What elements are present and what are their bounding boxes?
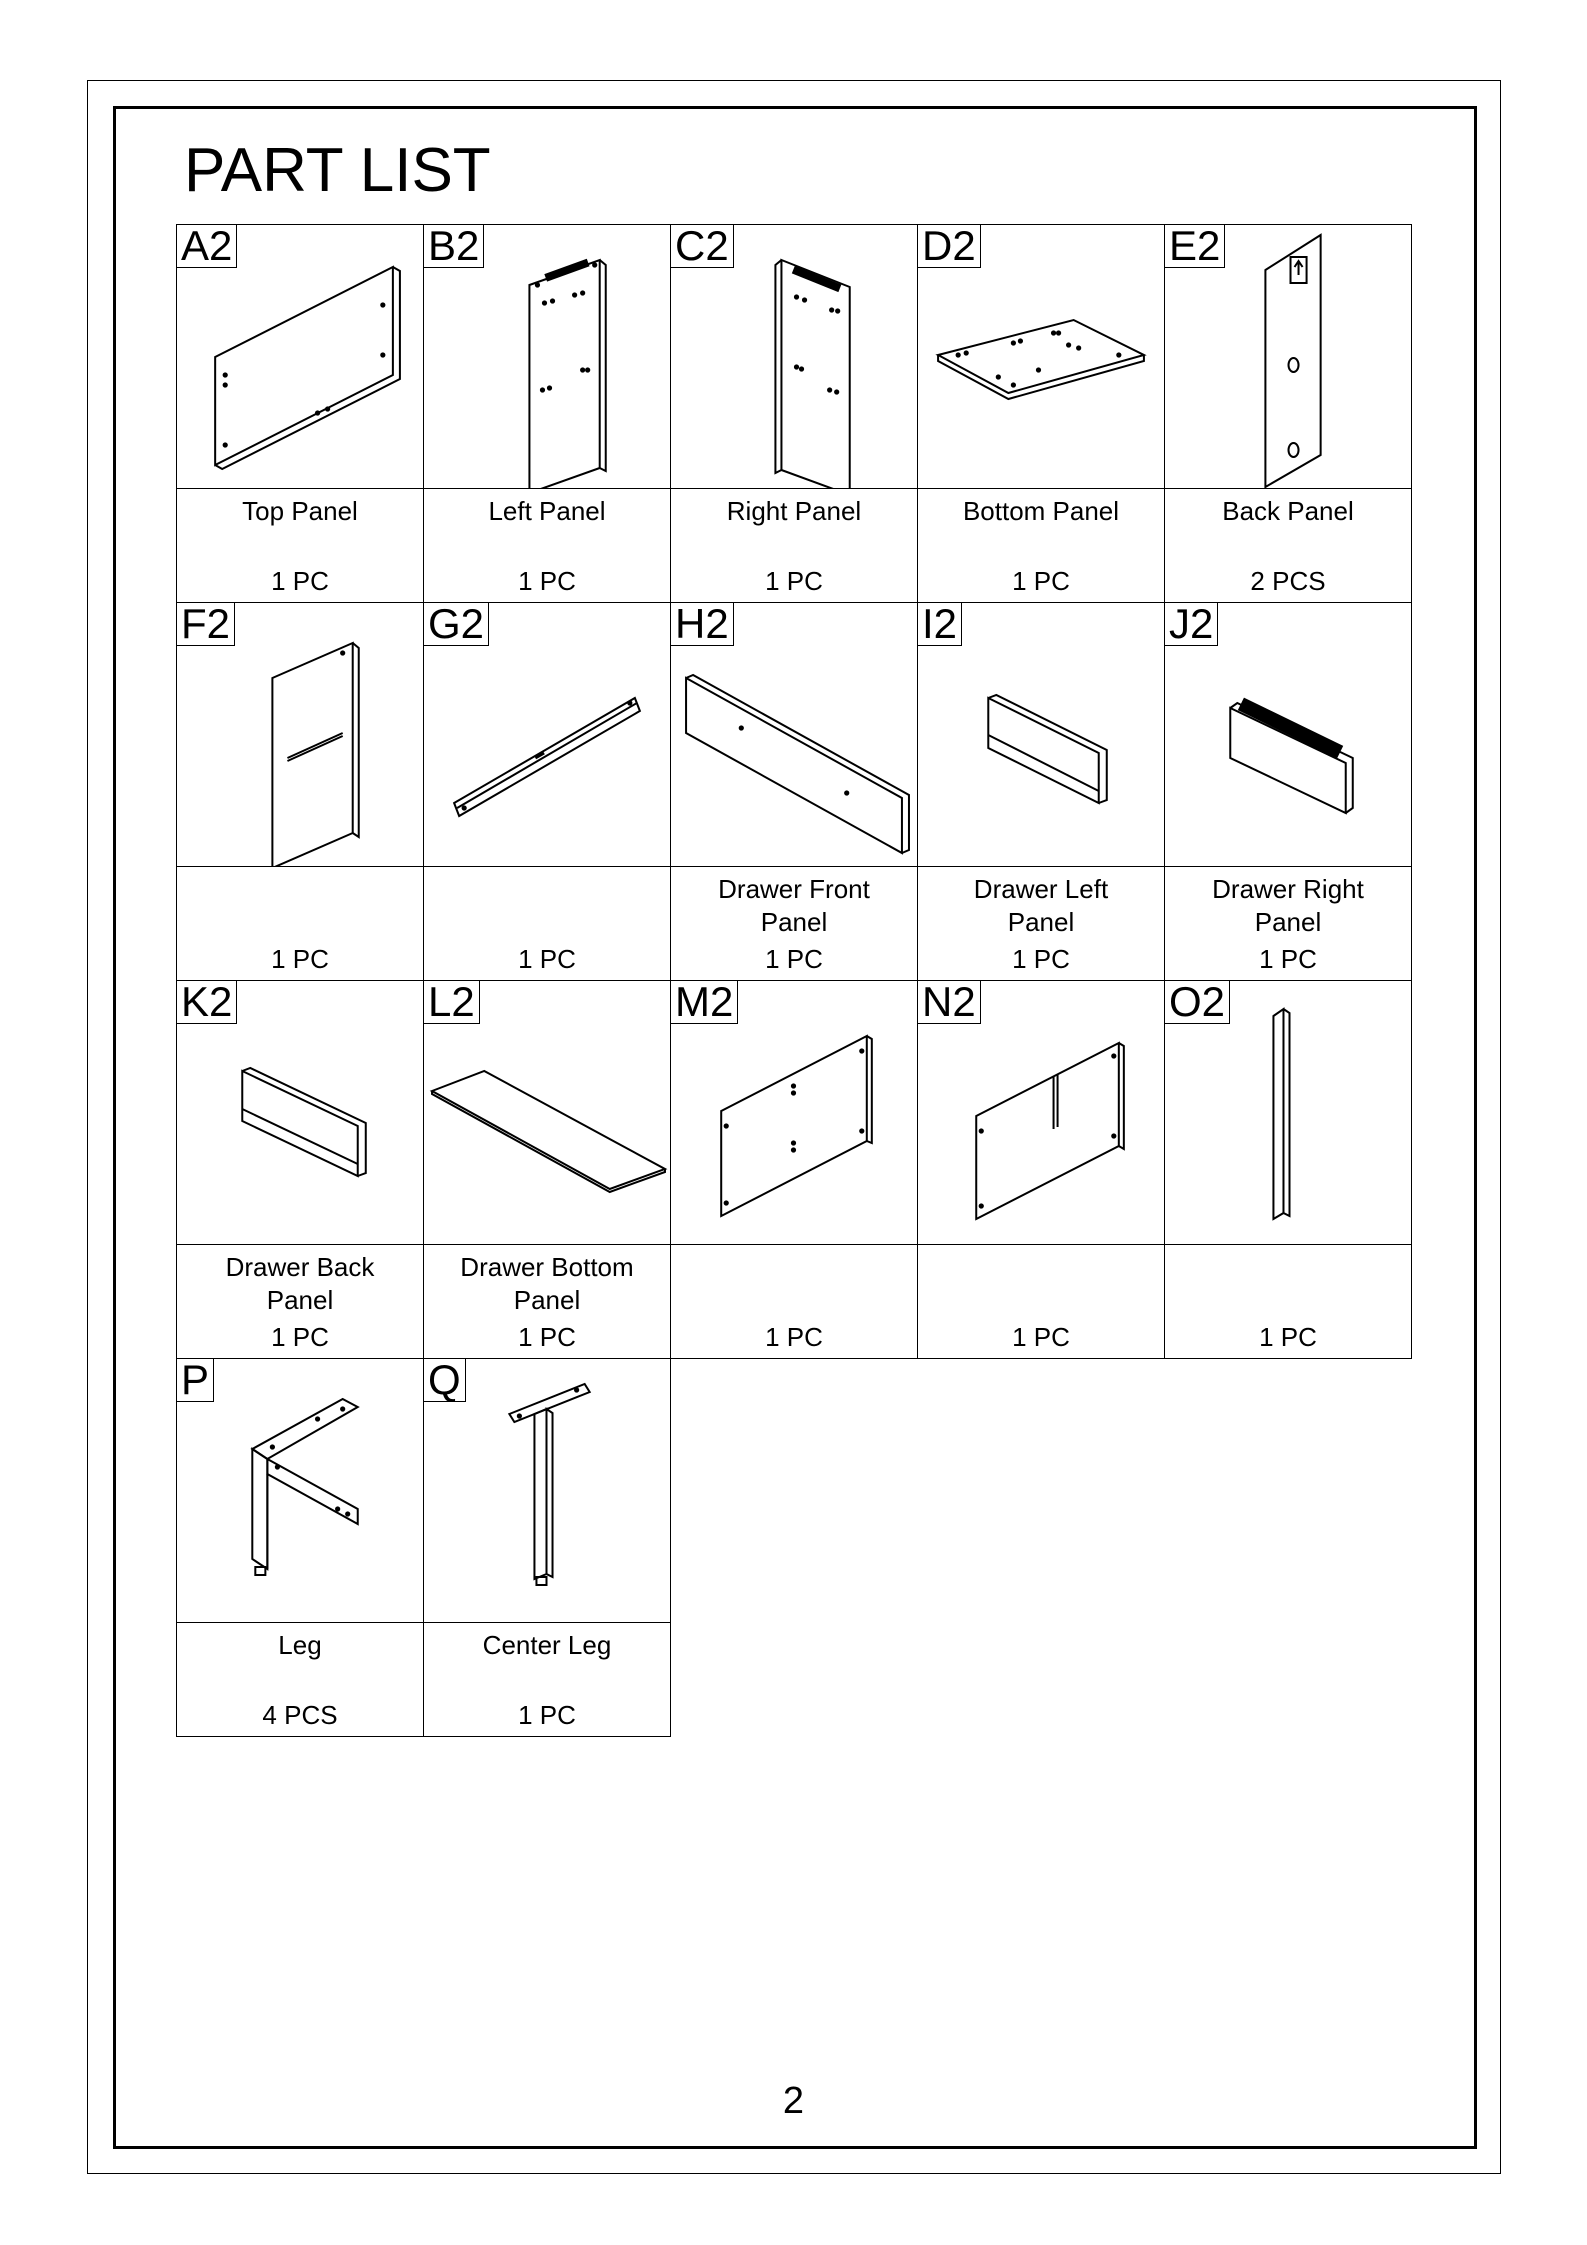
part-code: E2 <box>1165 225 1225 268</box>
part-name: Panel <box>266 1285 334 1315</box>
part-name: Drawer Right <box>1212 874 1364 904</box>
part-quantity: 4 PCS <box>262 1700 338 1730</box>
part-cell-i2 <box>917 602 1165 981</box>
part-code: B2 <box>424 225 484 268</box>
part-quantity: 1 PC <box>1012 1322 1070 1352</box>
page-number: 2 <box>782 2080 805 2122</box>
part-code: M2 <box>671 981 738 1024</box>
part-cell-j2 <box>1164 602 1412 981</box>
cell-divider <box>1165 866 1411 867</box>
part-quantity: 1 PC <box>271 1322 329 1352</box>
cell-divider <box>177 1244 423 1245</box>
part-name: Top Panel <box>242 496 358 526</box>
part-quantity: 1 PC <box>271 566 329 596</box>
part-code: F2 <box>177 603 235 646</box>
part-name: Drawer Back <box>225 1252 375 1282</box>
part-name: Drawer Front <box>718 874 870 904</box>
part-name: Panel <box>1254 907 1322 937</box>
part-cell-n2 <box>917 980 1165 1359</box>
cell-divider <box>918 488 1164 489</box>
part-name: Panel <box>513 1285 581 1315</box>
part-name: Panel <box>760 907 828 937</box>
cell-divider <box>671 1244 917 1245</box>
part-cell-c2 <box>670 224 918 603</box>
part-code: K2 <box>177 981 237 1024</box>
part-name: Left Panel <box>488 496 606 526</box>
cell-divider <box>918 1244 1164 1245</box>
part-code: G2 <box>424 603 489 646</box>
part-quantity: 1 PC <box>765 1322 823 1352</box>
cell-divider <box>424 1622 670 1623</box>
part-code: Q <box>424 1359 466 1402</box>
cell-divider <box>424 1244 670 1245</box>
part-cell-f2 <box>176 602 424 981</box>
part-name: Drawer Bottom <box>460 1252 634 1282</box>
part-cell-d2 <box>917 224 1165 603</box>
part-quantity: 2 PCS <box>1250 566 1326 596</box>
part-quantity: 1 PC <box>1259 944 1317 974</box>
part-quantity: 1 PC <box>518 944 576 974</box>
part-name: Right Panel <box>726 496 862 526</box>
part-code: A2 <box>177 225 237 268</box>
part-cell-e2 <box>1164 224 1412 603</box>
cell-divider <box>918 866 1164 867</box>
part-name: Bottom Panel <box>962 496 1120 526</box>
part-cell-k2 <box>176 980 424 1359</box>
part-code: D2 <box>918 225 981 268</box>
part-cell-h2 <box>670 602 918 981</box>
cell-divider <box>424 866 670 867</box>
part-code: I2 <box>918 603 962 646</box>
cell-divider <box>177 1622 423 1623</box>
part-cell-o2 <box>1164 980 1412 1359</box>
part-code: O2 <box>1165 981 1230 1024</box>
part-cell-g2 <box>423 602 671 981</box>
part-name: Back Panel <box>1222 496 1354 526</box>
cell-divider <box>1165 488 1411 489</box>
part-quantity: 1 PC <box>765 944 823 974</box>
part-cell-l2 <box>423 980 671 1359</box>
part-cell-p <box>176 1358 424 1737</box>
cell-divider <box>1165 1244 1411 1245</box>
part-quantity: 1 PC <box>765 566 823 596</box>
cell-divider <box>671 866 917 867</box>
cell-divider <box>424 488 670 489</box>
part-quantity: 1 PC <box>1012 944 1070 974</box>
part-quantity: 1 PC <box>1259 1322 1317 1352</box>
part-cell-q <box>423 1358 671 1737</box>
part-code: P <box>177 1359 214 1402</box>
part-quantity: 1 PC <box>518 1700 576 1730</box>
part-quantity: 1 PC <box>1012 566 1070 596</box>
part-code: J2 <box>1165 603 1218 646</box>
page-title: PART LIST <box>184 136 491 205</box>
part-name: Leg <box>278 1630 322 1660</box>
cell-divider <box>177 866 423 867</box>
part-cell-m2 <box>670 980 918 1359</box>
part-code: H2 <box>671 603 734 646</box>
part-cell-b2 <box>423 224 671 603</box>
part-name: Drawer Left <box>973 874 1109 904</box>
part-cell-a2 <box>176 224 424 603</box>
part-quantity: 1 PC <box>518 566 576 596</box>
part-name: Center Leg <box>482 1630 612 1660</box>
part-code: N2 <box>918 981 981 1024</box>
part-code: L2 <box>424 981 480 1024</box>
cell-divider <box>177 488 423 489</box>
part-quantity: 1 PC <box>271 944 329 974</box>
part-name: Panel <box>1007 907 1075 937</box>
cell-divider <box>671 488 917 489</box>
part-quantity: 1 PC <box>518 1322 576 1352</box>
part-code: C2 <box>671 225 734 268</box>
